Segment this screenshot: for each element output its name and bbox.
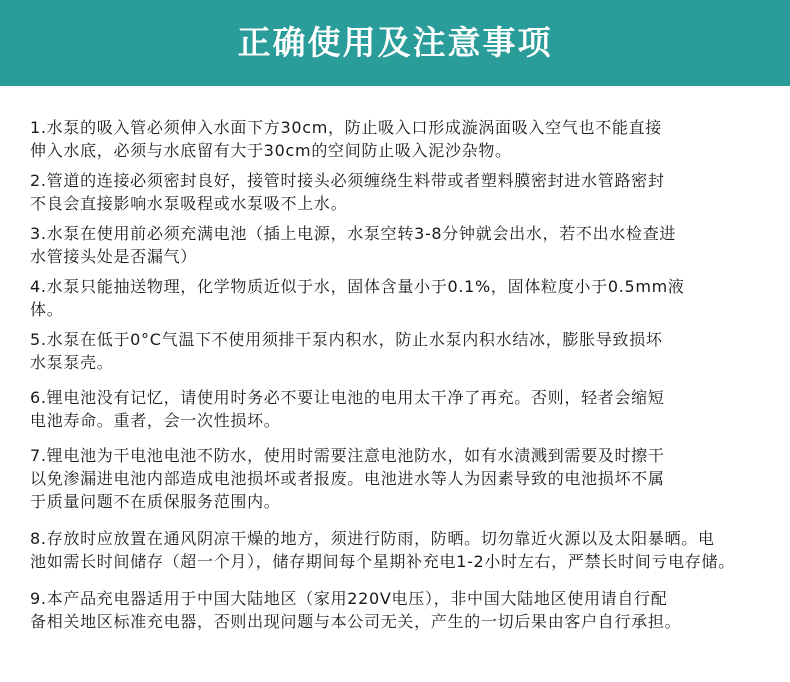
note-line: 备相关地区标准充电器，否则出现问题与本公司无关，产生的一切后果由客户自行承担。 [30, 612, 682, 631]
note-item-8 [30, 527, 778, 573]
note-item-9 [30, 587, 778, 633]
note-line: 池如需长时间储存（超一个月），储存期间每个星期补充电1-2小时左右，严禁长时间亏电存储。 [30, 552, 735, 571]
note-item-2 [30, 169, 778, 215]
note-line: 电池寿命。重者，会一次性损坏。 [30, 411, 281, 430]
note-line: 5.水泵在低于0°C气温下不使用须排干泵内积水，防止水泵内积水结冰，膨胀导致损坏 [30, 330, 663, 349]
header-banner [0, 0, 790, 86]
note-line: 体。 [30, 300, 64, 319]
note-line: 于质量问题不在质保服务范围内。 [30, 492, 281, 511]
note-line: 水泵泵壳。 [30, 353, 114, 372]
note-item-4 [30, 275, 778, 321]
note-line: 水管接头处是否漏气） [30, 247, 198, 266]
note-line: 1.水泵的吸入管必须伸入水面下方30cm，防止吸入口形成漩涡面吸入空气也不能直接 [30, 118, 663, 137]
note-line: 2.管道的连接必须密封良好，接管时接头必须缠绕生料带或者塑料膜密封进水管路密封 [30, 171, 665, 190]
notes-list [30, 116, 778, 633]
page-title: 正确使用及注意事项 [237, 22, 553, 62]
note-line: 6.锂电池没有记忆，请使用时务必不要让电池的电用太干净了再充。否则，轻者会缩短 [30, 388, 665, 407]
note-line: 8.存放时应放置在通风阴凉干燥的地方，须进行防雨，防晒。切勿靠近火源以及太阳暴晒。电 [30, 529, 715, 548]
note-line: 伸入水底，必须与水底留有大于30cm的空间防止吸入泥沙杂物。 [30, 141, 512, 160]
note-item-7 [30, 444, 778, 513]
note-item-3 [30, 222, 778, 268]
note-line: 9.本产品充电器适用于中国大陆地区（家用220V电压），非中国大陆地区使用请自行配 [30, 589, 668, 608]
note-item-5 [30, 328, 778, 374]
note-line: 以免渗漏进电池内部造成电池损坏或者报废。电池进水等人为因素导致的电池损坏不属 [30, 469, 665, 488]
note-line: 3.水泵在使用前必须充满电池（插上电源，水泵空转3-8分钟就会出水，若不出水检查进 [30, 224, 677, 243]
note-line: 不良会直接影响水泵吸程或水泵吸不上水。 [30, 194, 348, 213]
note-line: 7.锂电池为干电池电池不防水，使用时需要注意电池防水，如有水渍溅到需要及时擦干 [30, 446, 665, 465]
note-item-1 [30, 116, 778, 162]
note-line: 4.水泵只能抽送物理，化学物质近似于水，固体含量小于0.1%，固体粒度小于0.5mm液 [30, 277, 685, 296]
note-item-6 [30, 386, 778, 432]
